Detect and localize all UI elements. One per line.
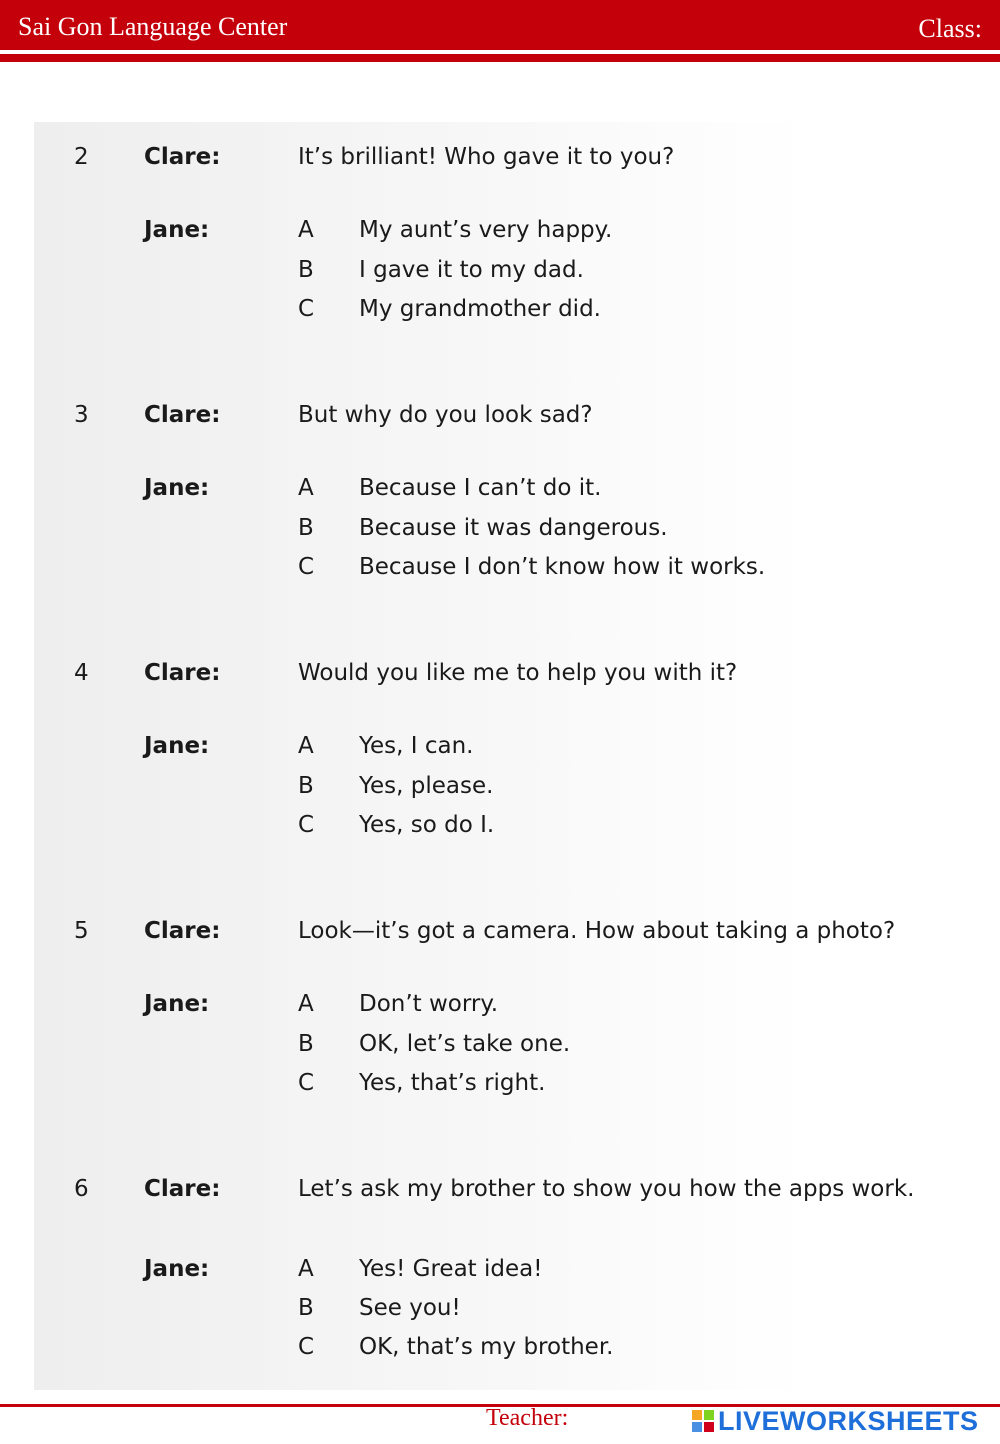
speaker-clare: Clare:	[144, 918, 221, 944]
speaker-clare: Clare:	[144, 402, 221, 428]
clare-line: Let’s ask my brother to show you how the apps work.	[298, 1176, 915, 1202]
speaker-jane: Jane:	[144, 217, 210, 243]
speaker-clare: Clare:	[144, 660, 221, 686]
option-letter: B	[298, 515, 314, 541]
option-letter: A	[298, 991, 314, 1017]
clare-line: It’s brilliant! Who gave it to you?	[298, 144, 675, 170]
option-letter: A	[298, 1256, 314, 1282]
worksheet-scan	[34, 122, 1000, 1390]
teacher-label: Teacher:	[486, 1405, 569, 1431]
option-letter: A	[298, 217, 314, 243]
liveworksheets-logo-icon	[692, 1410, 714, 1432]
clare-line: Would you like me to help you with it?	[298, 660, 738, 686]
speaker-clare: Clare:	[144, 144, 221, 170]
question-number: 5	[74, 918, 89, 944]
option-text: Because I can’t do it.	[359, 475, 602, 501]
clare-line: Look—it’s got a camera. How about taking a photo?	[298, 918, 896, 944]
question-number: 4	[74, 660, 89, 686]
header-bar	[0, 0, 1000, 50]
option-letter: B	[298, 1295, 314, 1321]
speaker-jane: Jane:	[144, 733, 210, 759]
option-text: See you!	[359, 1295, 461, 1321]
option-text: Yes, I can.	[359, 733, 474, 759]
liveworksheets-wordmark: LIVEWORKSHEETS	[718, 1405, 979, 1436]
option-text: Yes, so do I.	[359, 812, 495, 838]
clare-line: But why do you look sad?	[298, 402, 593, 428]
question-number: 2	[74, 144, 89, 170]
class-label: Class:	[918, 14, 982, 43]
option-letter: C	[298, 812, 315, 838]
speaker-jane: Jane:	[144, 991, 210, 1017]
option-text: I gave it to my dad.	[359, 257, 584, 283]
speaker-jane: Jane:	[144, 475, 210, 501]
option-text: Yes, please.	[359, 773, 494, 799]
option-letter: C	[298, 554, 315, 580]
option-text: Because I don’t know how it works.	[359, 554, 766, 580]
speaker-jane: Jane:	[144, 1256, 210, 1282]
option-text: Yes! Great idea!	[359, 1256, 543, 1282]
header-divider	[0, 54, 1000, 62]
speaker-clare: Clare:	[144, 1176, 221, 1202]
option-letter: B	[298, 1031, 314, 1057]
option-letter: A	[298, 733, 314, 759]
liveworksheets-brand[interactable]	[692, 1406, 979, 1436]
question-number: 3	[74, 402, 89, 428]
option-letter: C	[298, 296, 315, 322]
option-letter: B	[298, 773, 314, 799]
option-text: My aunt’s very happy.	[359, 217, 613, 243]
option-text: OK, that’s my brother.	[359, 1334, 614, 1360]
option-letter: C	[298, 1334, 315, 1360]
option-text: Yes, that’s right.	[359, 1070, 546, 1096]
option-letter: B	[298, 257, 314, 283]
option-text: My grandmother did.	[359, 296, 601, 322]
option-text: OK, let’s take one.	[359, 1031, 571, 1057]
option-text: Don’t worry.	[359, 991, 499, 1017]
option-letter: C	[298, 1070, 315, 1096]
center-title: Sai Gon Language Center	[18, 12, 288, 41]
question-number: 6	[74, 1176, 89, 1202]
option-text: Because it was dangerous.	[359, 515, 668, 541]
option-letter: A	[298, 475, 314, 501]
